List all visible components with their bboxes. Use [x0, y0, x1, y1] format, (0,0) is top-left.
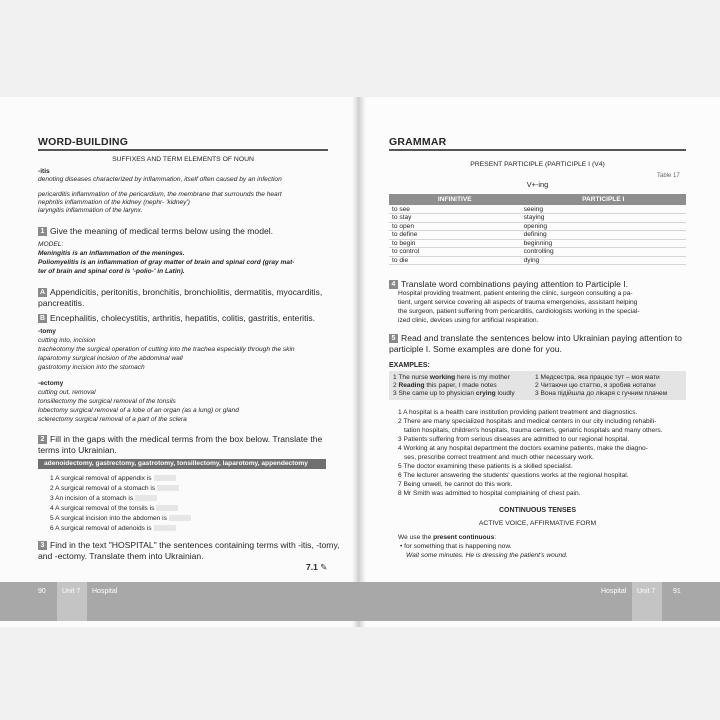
book-gutter [352, 97, 366, 627]
gap-item [50, 515, 191, 523]
task-2-instruction [38, 434, 322, 444]
sub-task-label: B [39, 315, 46, 323]
continuous-bullet: • for something that is happening now. [400, 543, 512, 550]
example-english [393, 390, 515, 398]
continuous-title: CONTINUOUS TENSES [498, 507, 576, 514]
gap-blank[interactable] [169, 515, 191, 521]
task-number: 5 [389, 334, 398, 343]
tomy-example: laparotomy surgical incision of the abdominal wall [38, 355, 183, 362]
continuous-subtitle: ACTIVE VOICE, AFFIRMATIVE FORM [478, 520, 597, 527]
gap-item [50, 475, 176, 483]
continuous-use [398, 534, 496, 542]
ectomy-example: sclerectomy surgical removal of a part of the sclera [38, 416, 187, 423]
gap-blank[interactable] [156, 505, 178, 511]
model-sentence: Poliomyelitis is an inflammation of gray matter of brain and spinal cord (gray mat- [38, 259, 295, 266]
audio-reference[interactable] [306, 563, 327, 571]
table-row [389, 239, 686, 248]
gap-item-text: 5 A surgical incision into the abdomen is [50, 515, 167, 522]
sentence-line: 7 Being unwell, he cannot do this work. [398, 481, 513, 488]
task-1-text: Give the meaning of medical terms below using the model. [50, 226, 274, 236]
table-cell: controlling [521, 248, 686, 257]
example-text: 1 The nurse [393, 374, 430, 381]
task-1a [38, 287, 322, 297]
task-number: 1 [38, 227, 47, 236]
table-cell: to stay [389, 214, 521, 223]
task-number: 2 [38, 435, 47, 444]
sentence-line: ses, prescribe correct treatment and much other necessary work. [404, 454, 594, 461]
gap-item-text: 4 A surgical removal of the tonsils is [50, 505, 155, 512]
example-english [393, 374, 510, 382]
formula: V+-ing [526, 180, 549, 189]
example-participle: working [429, 374, 456, 381]
task-5-text: Read and translate the sentences below into Ukrainian paying attention to [401, 333, 682, 343]
table-label: Table 17 [657, 173, 680, 179]
tomy-example: gastrotomy incision into the stomach [38, 364, 145, 371]
task-3-text: Find in the text "HOSPITAL" the sentences containing terms with -itis, -tomy, [50, 540, 340, 550]
table-header: PARTICIPLE I [521, 194, 686, 205]
table-cell: to begin [389, 239, 521, 248]
participle-table [389, 194, 686, 265]
example-english [393, 382, 497, 390]
gap-item [50, 485, 179, 493]
task-1a-terms: Appendicitis, peritonitis, bronchitis, bronchiolitis, dermatitis, myocarditis, [50, 287, 323, 297]
footer-unit: Unit 7 [62, 588, 81, 595]
table-cell: defining [521, 231, 686, 240]
example-text: here is my mother [455, 374, 510, 381]
footer-topic: Hospital [601, 588, 627, 595]
model-sentence: Meningitis is an inflammation of the meninges. [38, 250, 185, 257]
task-5-instruction [389, 333, 682, 343]
page-number: 91 [673, 588, 681, 595]
task-4-instruction [389, 279, 628, 289]
footer-unit: Unit 7 [637, 588, 656, 595]
use-tense: present continuous [433, 534, 495, 541]
table-row [389, 214, 686, 223]
footer-topic: Hospital [92, 588, 118, 595]
table-cell: seeing [521, 205, 686, 214]
sentence-line: 4 Working at any hospital department the doctors examine patients, make the diagno- [398, 445, 648, 452]
sentence-line: 6 The lecturer answering the students' questions works at the regional hospital. [398, 472, 629, 479]
suffixes-subheading: SUFFIXES AND TERM ELEMENTS OF NOUN [112, 156, 254, 163]
use-text: : [494, 534, 497, 541]
gap-blank[interactable] [135, 495, 157, 501]
task-3-text-cont: and -ectomy. Translate them into Ukrainian. [38, 551, 204, 561]
table-cell: staying [521, 214, 686, 223]
task-1a-terms-cont: pancreatitis. [38, 298, 85, 308]
sentence-line: 5 The doctor examining these patients is a skilled specialist. [398, 463, 573, 470]
sentence-line: 3 Patients suffering from serious diseases are admitted to our regional hospital. [398, 436, 630, 443]
task-1-instruction [38, 226, 273, 236]
tomy-example: tracheotomy the surgical operation of cutting into the trachea especially through the skin [38, 346, 295, 353]
word-box: adenoidectomy, gastrectomy, gastrotomy, tonsillectomy, laparotomy, appendectomy [38, 459, 326, 469]
example-ukrainian: 3 Вона підійшла до лікаря с гучним плачем [535, 390, 668, 397]
sentence-line: tation hospitals, children's hospitals, trauma centers, geriatric hospitals and many others. [404, 427, 663, 434]
continuous-example: Wait some minutes. He is dressing the patient's wound. [406, 552, 568, 559]
use-text: We use the [398, 534, 434, 541]
gap-item [50, 505, 178, 513]
table-cell: beginning [521, 239, 686, 248]
tomy-definition: cutting into, incision [38, 337, 96, 344]
sub-task-label: A [39, 289, 46, 297]
table-header: INFINITIVE [389, 194, 521, 205]
task-number: 4 [389, 280, 398, 289]
table-cell: dying [521, 256, 686, 265]
audio-reference-number: 7.1 [306, 562, 318, 572]
task-4-line: Hospital providing treatment, patient entering the clinic, surgeon consulting a pa- [398, 290, 633, 297]
example-text: this paper, I made notes [424, 382, 497, 389]
table-row [389, 231, 686, 240]
gap-blank[interactable] [157, 485, 179, 491]
heading-rule [389, 149, 686, 151]
gap-item-text: 3 An incision of a stomach is [50, 495, 134, 502]
task-4-line: tient, urgent service covering all aspects of trauma emergencies, assistant helping [398, 299, 638, 306]
table-cell: to open [389, 222, 521, 231]
gap-item [50, 495, 157, 503]
heading-rule [38, 149, 328, 151]
word-building-heading: WORD-BUILDING [38, 136, 129, 148]
gap-item-text: 2 A surgical removal of a stomach is [50, 485, 156, 492]
table-row [389, 248, 686, 257]
table-row [389, 222, 686, 231]
sentence-line: 8 Mr Smith was admitted to hospital complaining of chest pain. [398, 490, 581, 497]
gap-item-text: 1 A surgical removal of appendix is [50, 475, 152, 482]
pencil-icon: ✎ [320, 562, 328, 572]
table-row [389, 205, 686, 214]
ectomy-example: tonsillectomy the surgical removal of the tonsils [38, 398, 176, 405]
gap-blank[interactable] [154, 475, 176, 481]
model-sentence: ter of brain and spinal cord is '-polio-' in Latin). [38, 268, 185, 275]
sentence-line: 1 A hospital is a health care institution providing patient treatment and diagnostics. [398, 409, 638, 416]
participle-subheading: PRESENT PARTICIPLE (PARTICIPLE I (V4) [470, 161, 605, 168]
table-cell: to define [389, 231, 521, 240]
task-4-line: the surgeon, patient suffering from pericarditis, cardiologists working in the special- [398, 308, 640, 315]
sentence-line: 2 There are many specialized hospitals and medical centers in our city including rehabili- [398, 418, 657, 425]
right-footer-bar [359, 582, 720, 621]
tomy-term: -tomy [38, 328, 56, 335]
table-row [389, 256, 686, 265]
itis-term: -itis [38, 168, 50, 175]
left-footer-bar [0, 582, 359, 621]
task-3-instruction [38, 540, 340, 550]
page-number: 90 [38, 588, 46, 595]
example-participle: Reading [398, 382, 425, 389]
task-4-line: ized clinic, devices using for artificial respiration. [398, 317, 539, 324]
table-cell: to see [389, 205, 521, 214]
example-ukrainian: 2 Читаючи цю статтю, я зробив нотатки [535, 382, 656, 389]
gap-item [50, 525, 176, 533]
itis-example: pericarditis inflammation of the pericardium, the membrane that surrounds the heart [38, 191, 282, 198]
example-participle: crying [475, 390, 496, 397]
table-cell: to die [389, 256, 521, 265]
itis-definition: denoting diseases characterized by inflammation, itself often caused by an infection [38, 176, 282, 183]
itis-example: nephritis inflammation of the kidney (nephr- 'kidney') [38, 199, 190, 206]
task-2-text: Fill in the gaps with the medical terms from the box below. Translate the [50, 434, 323, 444]
grammar-heading: GRAMMAR [389, 136, 447, 148]
example-text: loudly [495, 390, 515, 397]
gap-item-text: 6 A surgical removal of adenoids is [50, 525, 152, 532]
example-ukrainian: 1 Медсестра, яка працює тут – моя мати [535, 374, 660, 381]
table-cell: to control [389, 248, 521, 257]
table-cell: opening [521, 222, 686, 231]
task-4-text: Translate word combinations paying attention to Participle I. [401, 279, 629, 289]
ectomy-definition: cutting out, removal [38, 389, 96, 396]
ectomy-term: -ectomy [38, 380, 64, 387]
example-text: 3 She came up to physician [393, 390, 476, 397]
task-number: 3 [38, 541, 47, 550]
ectomy-example: lobectomy surgical removal of a lobe of an organ (as a lung) or gland [38, 407, 239, 414]
gap-blank[interactable] [154, 525, 176, 531]
task-2-text-cont: terms into Ukrainian. [38, 445, 117, 455]
itis-example: laryngitis inflammation of the larynx. [38, 207, 143, 214]
task-1b-terms: Encephalitis, cholecystitis, arthritis, hepatitis, colitis, gastritis, enteritis. [50, 313, 316, 323]
model-label: MODEL: [38, 241, 64, 248]
task-5-text-cont: participle I. Some examples are done for you. [389, 344, 562, 354]
examples-label: EXAMPLES: [389, 362, 430, 369]
task-1b [38, 313, 315, 323]
example-text: 2 [393, 382, 399, 389]
